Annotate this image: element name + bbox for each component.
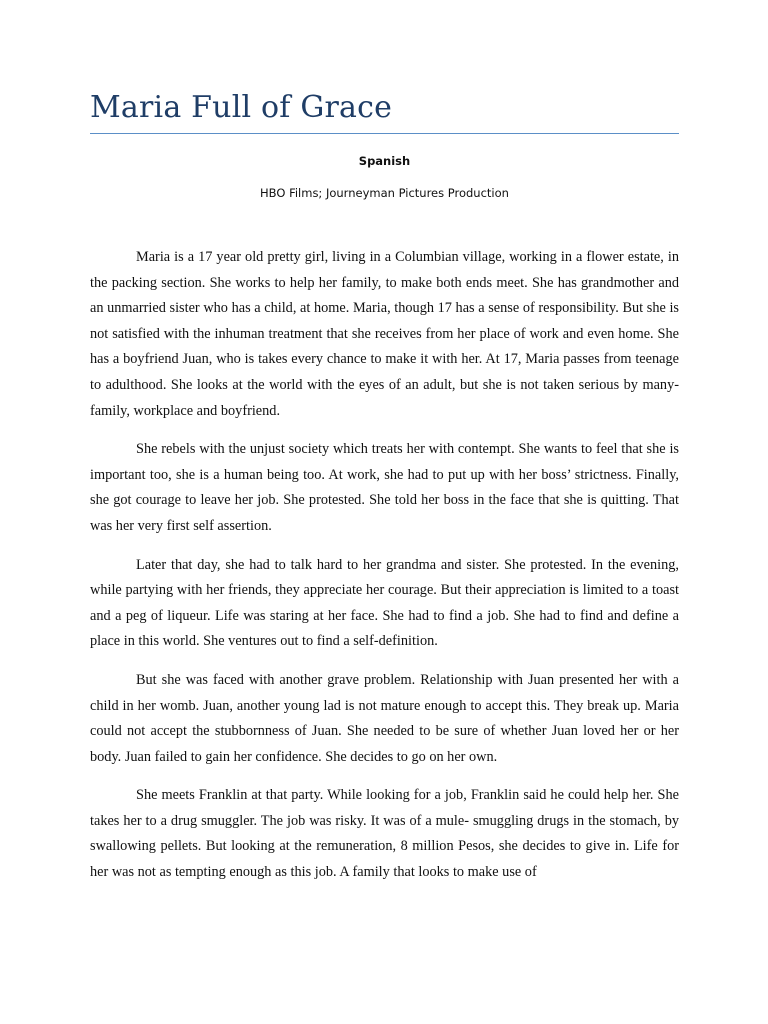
paragraph: Maria is a 17 year old pretty girl, living in a Columbian village, working in a flower estate, in the packing section. She works to help her family, to make both ends meet. She has grandmother and an unmarried sister who has a child, at home. Maria, though 17 has a sense of responsibility. But she is not satisfied with the inhuman treatment that she receives from her place of work and even home. She has a boyfriend Juan, who is takes every chance to make it with her. At 17, Maria passes from teenage to adulthood. She looks at the world with the eyes of an adult, but she is not taken serious by many- family, workplace and boyfriend. <box>90 249 679 419</box>
paragraph: Later that day, she had to talk hard to her grandma and sister. She protested. In the evening, while partying with her friends, they appreciate her courage. But their appreciation is limited to a toast and a peg of liqueur. Life was staring at her face. She had to find a job. She had to find and define a place in this world. She ventures out to find a self-definition. <box>90 556 679 650</box>
body-text <box>90 245 679 899</box>
document-title: Maria Full of Grace <box>90 90 393 125</box>
paragraph: She meets Franklin at that party. While looking for a job, Franklin said he could help her. She takes her to a drug smuggler. The job was risky. It was of a mule- smuggling drugs in the stomach, by swallowing pellets. But looking at the remuneration, 8 million Pesos, she decides to give in. Life for her was not as tempting enough as this job. A family that looks to make use of <box>90 787 679 881</box>
language-subtitle: Spanish <box>358 154 411 168</box>
title-divider <box>90 133 679 134</box>
paragraph: But she was faced with another grave problem. Relationship with Juan presented her with a child in her womb. Juan, another young lad is not mature enough to accept this. They break up. Maria could not accept the stubbornness of Juan. She needed to be sure of whether Juan loved her or her body. Juan failed to gain her confidence. She decides to go on her own. <box>90 671 679 765</box>
paragraph: She rebels with the unjust society which treats her with contempt. She wants to feel that she is important too, she is a human being too. At work, she had to put up with her boss’ strictness. Finally, she got courage to leave her job. She protested. She told her boss in the face that she is quitting. That was her very first self assertion. <box>90 441 679 534</box>
production-subtitle: HBO Films; Journeyman Pictures Production <box>260 186 509 200</box>
